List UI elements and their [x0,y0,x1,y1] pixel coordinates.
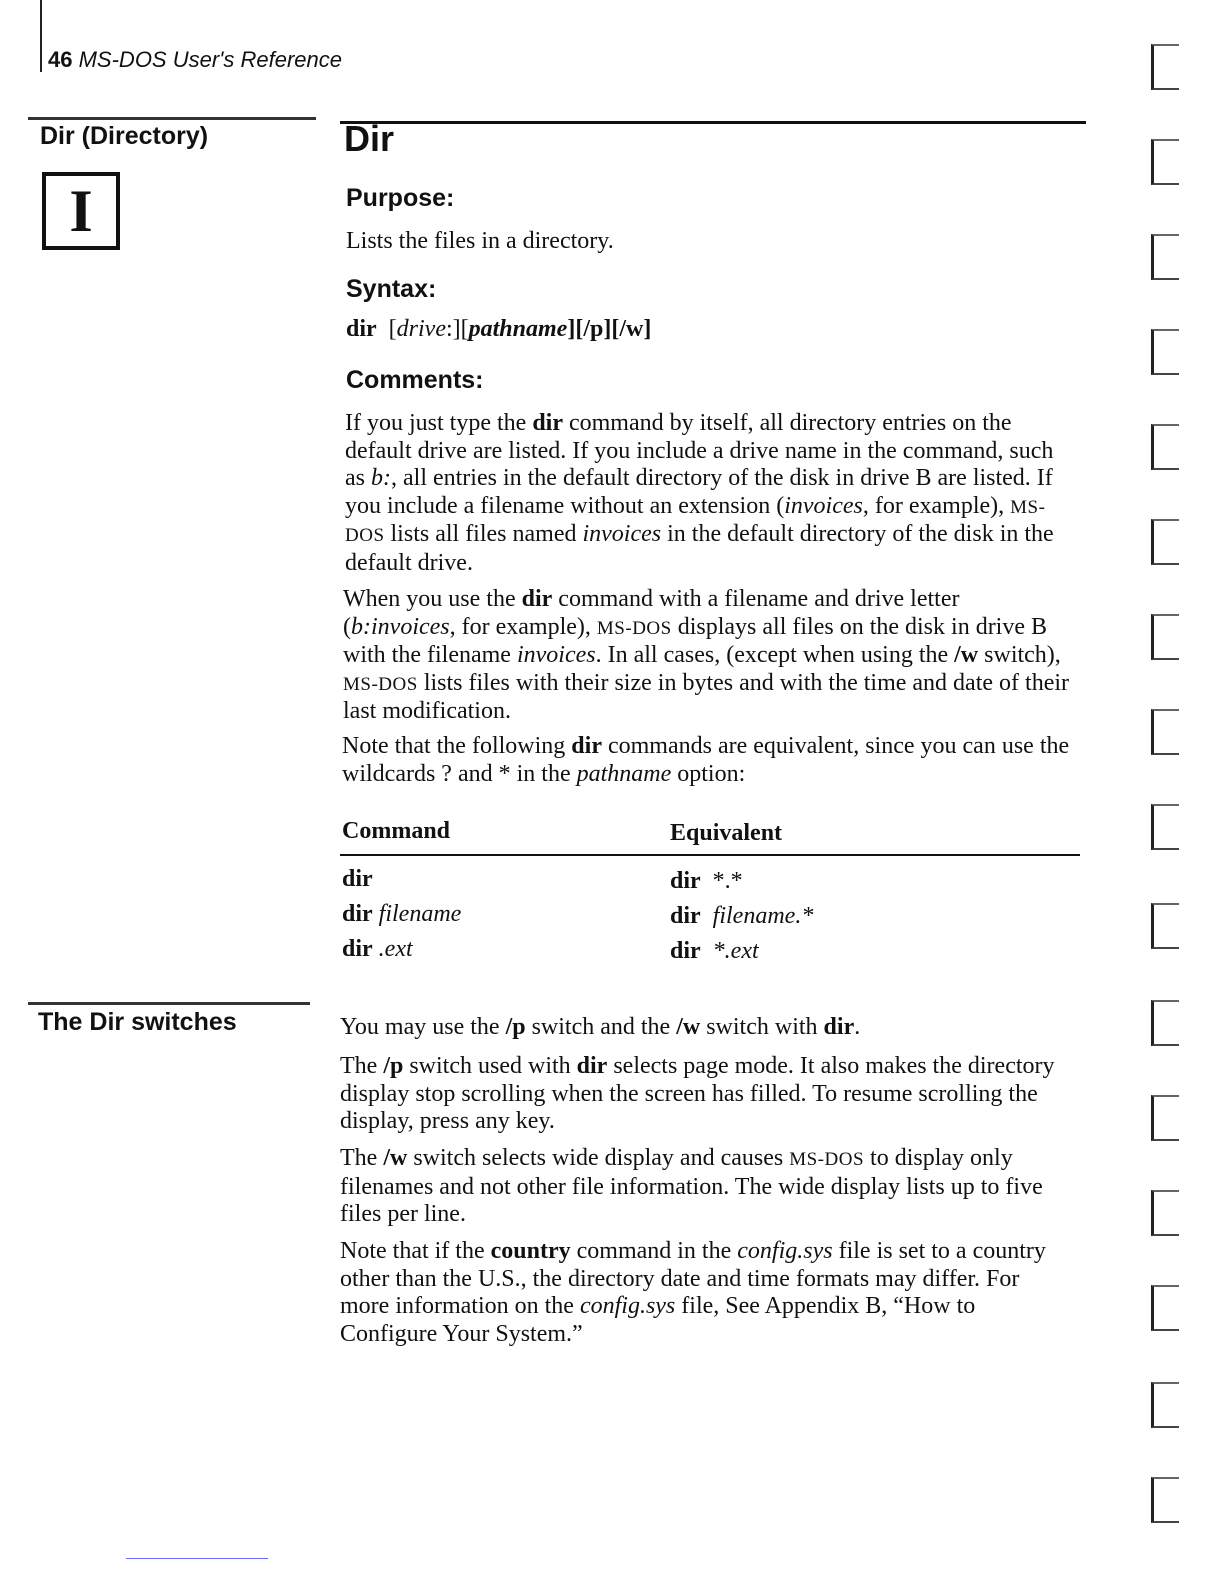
kw: config.sys [737,1238,833,1264]
msdos: MS-DOS [789,1149,865,1170]
side-rule-bottom [28,1002,310,1005]
purpose-text: Lists the files in a directory. [346,228,614,254]
text: If you just type the [345,410,533,436]
kw: /w [676,1014,701,1040]
tab-bracket-icon [1151,804,1179,850]
table-row-3-equivalent [670,938,759,965]
table-row-2-command [342,901,461,928]
tab-bracket-icon [1151,329,1179,375]
table-row-3-command [342,936,413,963]
tab-bracket-icon [1151,1477,1179,1523]
tab-bracket-icon [1151,709,1179,755]
syntax-pathname: pathname [468,316,568,342]
tab-bracket-icon [1151,234,1179,280]
footer-mark [126,1558,268,1559]
text: displays all files on the disk in drive B with the filename [343,613,1048,668]
kw: /p [383,1053,404,1079]
kw: /w [383,1145,408,1171]
kw: dir [823,1014,855,1040]
page-number: 46 [48,47,73,72]
msdos: MS-DOS [596,617,672,639]
section-tab-icon [42,172,120,250]
text: command in the [570,1238,738,1264]
table-row-2-equivalent [670,903,813,930]
text: You may use the [340,1014,506,1040]
text: . In all cases, (except when using the [595,642,955,668]
tab-bracket-icon [1151,1285,1179,1331]
text: switch used with [403,1053,577,1079]
text: switch selects wide display and causes [407,1145,790,1171]
text: lists files with their size in bytes and with the time and date of their last modification. [343,669,1069,724]
kw: b: [371,465,391,491]
tab-bracket-icon [1151,1000,1179,1046]
text: The [340,1145,384,1171]
command-title: Dir [344,118,395,159]
kw: dir [532,410,563,436]
kw: /p [505,1014,526,1040]
switch-paragraph-3 [340,1145,1070,1229]
purpose-heading: Purpose: [346,184,455,212]
table-rule [340,854,1080,856]
kw: dir [521,586,553,612]
text: switch), [978,642,1061,668]
tab-bracket-icon [1151,1382,1179,1428]
text: command by itself, all directory entries on the default drive are listed. If you include a drive name in the command, such as [345,410,1054,491]
text: commands are equivalent, since you can use the wildcards ? and * in the [342,733,1070,787]
switch-paragraph-1 [340,1014,1070,1042]
kw: dir [670,868,701,894]
kw: pathname [576,760,672,787]
tab-bracket-icon [1151,139,1179,185]
comment-paragraph-3 [342,733,1072,788]
kw: invoices [582,521,662,547]
text: lists all files named [384,521,583,547]
kw: dir [670,938,701,964]
arg: *.* [712,868,743,894]
syntax-cmd: dir [346,316,377,342]
kw: config.sys [579,1293,676,1319]
syntax-bracket: [ [388,316,397,342]
arg: .ext [378,936,413,962]
text: file is set to a country other than the U.S., the directory date and time formats may differ. For more information on the [340,1238,1046,1319]
kw: dir [342,936,373,962]
table-header-equivalent: Equivalent [670,820,783,846]
kw: b:invoices [351,613,450,640]
tab-bracket-icon [1151,1190,1179,1236]
kw: dir [576,1053,608,1079]
kw: invoices [784,492,863,519]
kw: dir [342,866,373,892]
kw: country [490,1238,571,1264]
text: Note that the following [342,733,572,759]
running-header [48,47,342,73]
arg: filename [378,901,462,927]
table-row-1-equivalent [670,868,743,895]
arg: filename.* [712,903,814,929]
msdos: MS-DOS [345,496,1046,546]
comment-paragraph-1 [345,410,1075,577]
switch-paragraph-2 [340,1053,1070,1136]
text: switch with [700,1014,824,1040]
syntax-heading: Syntax: [346,275,437,303]
tab-bracket-icon [1151,614,1179,660]
text: selects page mode. It also makes the directory display stop scrolling when the screen has filled. To resume scrolling the display, press any key. [340,1053,1055,1134]
title-rule [340,121,1086,124]
table-row-1-command [342,866,373,893]
kw: dir [342,901,373,927]
header-rule [40,0,42,72]
text: , for example), [449,613,597,640]
kw: /w [954,642,979,668]
syntax-line [346,316,1076,344]
arg: *.ext [712,938,759,964]
text: When you use the [343,586,522,612]
comments-heading: Comments: [346,366,484,394]
syntax-rest: ][/p][/w] [567,316,652,342]
tab-bracket-icon [1151,519,1179,565]
text: file, See Appendix B, “How to Configure Your System.” [340,1293,976,1347]
book-title: MS-DOS User's Reference [78,47,342,72]
tab-bracket-icon [1151,44,1179,90]
tab-bracket-icon [1151,903,1179,949]
kw: dir [670,903,701,929]
text: in the default directory of the disk in the default drive. [345,521,1054,576]
text: to display only filenames and not other file information. The wide display lists up to five files per line. [340,1145,1043,1227]
text: command with a filename and drive letter ( [343,586,960,640]
switch-paragraph-4 [340,1238,1070,1348]
syntax-drive: drive [396,316,446,342]
kw: dir [571,733,602,759]
text: , all entries in the default directory of the disk in drive B are listed. If you include a filename without an extension ( [345,465,1053,519]
syntax-colon: :][ [445,316,469,342]
tab-bracket-icon [1151,1095,1179,1141]
tab-letter: I [69,178,93,244]
text: . [854,1014,861,1040]
comment-paragraph-2 [343,586,1073,726]
text: , for example), [862,492,1011,519]
side-heading-dir: Dir (Directory) [40,122,209,150]
side-rule-top [28,117,316,120]
tab-bracket-icon [1151,424,1179,470]
text: Note that if the [340,1238,491,1264]
text: option: [671,760,746,787]
table-header-command: Command [342,818,451,844]
kw: invoices [516,642,596,668]
text: switch and the [525,1014,677,1040]
text: The [340,1053,384,1079]
msdos: MS-DOS [343,673,418,695]
side-heading-switches: The Dir switches [38,1008,237,1036]
